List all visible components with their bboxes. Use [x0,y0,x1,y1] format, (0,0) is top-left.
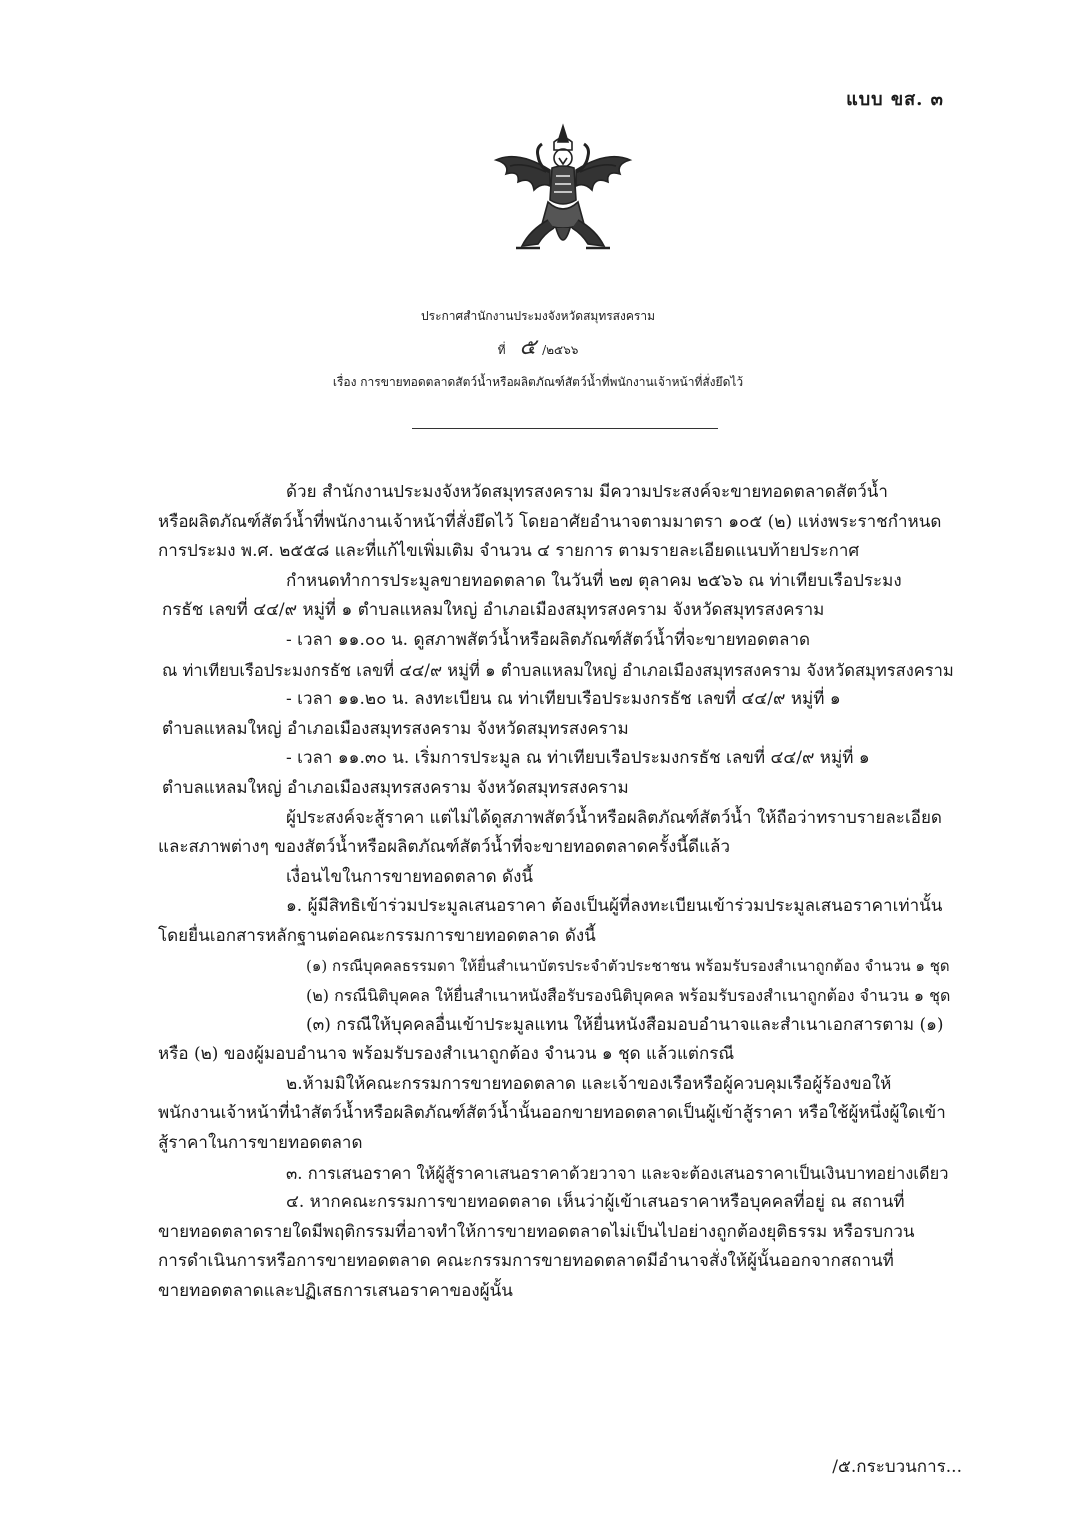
body-line: ตำบลแหลมใหญ่ อำเภอเมืองสมุทรสงคราม จังหวัดสมุทรสงคราม [162,777,629,798]
body-line: พนักงานเจ้าหน้าที่นำสัตว์น้ำหรือผลิตภัณฑ์สัตว์น้ำนั้นออกขายทอดตลาดเป็นผู้เข้าสู้ราคา หรือใช้ผู้หนึ่งผู้ใดเข้า [158,1103,946,1124]
announcement-subject: เรื่อง การขายทอดตลาดสัตว์น้ำหรือผลิตภัณฑ์สัตว์น้ำที่พนักงานเจ้าหน้าที่สั่งยึดไว้ [332,375,744,389]
body-line: การดำเนินการหรือการขายทอดตลาด คณะกรรมการขายทอดตลาดมีอำนาจสั่งให้ผู้นั้นออกจากสถานที่ [158,1251,894,1272]
garuda-emblem-icon [488,120,638,262]
body-line: และสภาพต่างๆ ของสัตว์น้ำหรือผลิตภัณฑ์สัตว์น้ำที่จะขายทอดตลาดครั้งนี้ดีแล้ว [158,837,731,858]
body-line: โดยยื่นเอกสารหลักฐานต่อคณะกรรมการขายทอดตลาด ดังนี้ [158,925,596,946]
body-line: - เวลา ๑๑.๒๐ น. ลงทะเบียน ณ ท่าเทียบเรือประมงกรธัช เลขที่ ๔๔/๙ หมู่ที่ ๑ [286,689,841,710]
body-line: ขายทอดตลาดรายใดมีพฤติกรรมที่อาจทำให้การขายทอดตลาดไม่เป็นไปอย่างถูกต้องยุติธรรม หรือรบกวน [158,1221,915,1242]
announcement-number [0,332,1076,366]
body-line: ขายทอดตลาดและปฏิเสธการเสนอราคาของผู้นั้น [158,1281,513,1302]
continuation-marker: /๕.กระบวนการ... [832,1457,962,1477]
body-line: ๒.ห้ามมิให้คณะกรรมการขายทอดตลาด และเจ้าของเรือหรือผู้ควบคุมเรือผู้ร้องขอให้ [286,1073,892,1094]
form-code: แบบ ขส. ๓ [846,89,944,110]
body-line: ๓. การเสนอราคา ให้ผู้สู้ราคาเสนอราคาด้วยวาจา และจะต้องเสนอราคาเป็นเงินบาทอย่างเดียว [286,1163,949,1183]
body-line: สู้ราคาในการขายทอดตลาด [158,1133,363,1154]
announcement-header [0,300,1076,398]
number-year: /๒๕๖๖ [542,343,579,357]
body-line: เงื่อนไขในการขายทอดตลาด ดังนี้ [286,866,533,887]
body-line: ณ ท่าเทียบเรือประมงกรธัช เลขที่ ๔๔/๙ หมู่ที่ ๑ ตำบลแหลมใหญ่ อำเภอเมืองสมุทรสงคราม จังหวัดสมุทรสงคราม [162,660,954,680]
body-line: (๑) กรณีบุคคลธรรมดา ให้ยื่นสำเนาบัตรประจำตัวประชาชน พร้อมรับรองสำเนาถูกต้อง จำนวน ๑ ชุด [306,956,950,975]
organization-title: ประกาศสำนักงานประมงจังหวัดสมุทรสงคราม [421,309,655,323]
body-line: - เวลา ๑๑.๓๐ น. เริ่มการประมูล ณ ท่าเทียบเรือประมงกรธัช เลขที่ ๔๔/๙ หมู่ที่ ๑ [286,748,870,769]
body-line: หรือผลิตภัณฑ์สัตว์น้ำที่พนักงานเจ้าหน้าที่สั่งยึดไว้ โดยอาศัยอำนาจตามมาตรา ๑๐๕ (๒) แห่งพระราชกำหนด [158,511,942,532]
body-line: ด้วย สำนักงานประมงจังหวัดสมุทรสงคราม มีความประสงค์จะขายทอดตลาดสัตว์น้ำ [286,482,888,502]
body-line: หรือ (๒) ของผู้มอบอำนาจ พร้อมรับรองสำเนาถูกต้อง จำนวน ๑ ชุด แล้วแต่กรณี [158,1044,735,1065]
handwritten-number: ๕ [519,335,537,360]
body-line: ตำบลแหลมใหญ่ อำเภอเมืองสมุทรสงคราม จังหวัดสมุทรสงคราม [162,718,629,739]
body-line: กำหนดทำการประมูลขายทอดตลาด ในวันที่ ๒๗ ตุลาคม ๒๕๖๖ ณ ท่าเทียบเรือประมง [286,570,902,591]
announcement-body [158,478,966,1307]
body-line: (๒) กรณีนิติบุคคล ให้ยื่นสำเนาหนังสือรับรองนิติบุคคล พร้อมรับรองสำเนาถูกต้อง จำนวน ๑ ชุด [306,986,951,1006]
number-prefix: ที่ [497,343,506,357]
header-divider [412,428,718,429]
body-line: กรธัช เลขที่ ๔๔/๙ หมู่ที่ ๑ ตำบลแหลมใหญ่ อำเภอเมืองสมุทรสงคราม จังหวัดสมุทรสงคราม [162,600,825,621]
body-line: ผู้ประสงค์จะสู้ราคา แต่ไม่ได้ดูสภาพสัตว์น้ำหรือผลิตภัณฑ์สัตว์น้ำ ให้ถือว่าทราบรายละเอียด [286,807,942,828]
body-line: ๑. ผู้มีสิทธิเข้าร่วมประมูลเสนอราคา ต้องเป็นผู้ที่ลงทะเบียนเข้าร่วมประมูลเสนอราคาเท่านั้น [286,896,943,917]
body-line: ๔. หากคณะกรรมการขายทอดตลาด เห็นว่าผู้เข้าเสนอราคาหรือบุคคลที่อยู่ ณ สถานที่ [286,1192,905,1213]
body-line: - เวลา ๑๑.๐๐ น. ดูสภาพสัตว์น้ำหรือผลิตภัณฑ์สัตว์น้ำที่จะขายทอดตลาด [286,629,811,650]
body-line: (๓) กรณีให้บุคคลอื่นเข้าประมูลแทน ให้ยื่นหนังสือมอบอำนาจและสำเนาเอกสารตาม (๑) [306,1014,944,1035]
body-line: การประมง พ.ศ. ๒๕๕๘ และที่แก้ไขเพิ่มเติม จำนวน ๔ รายการ ตามรายละเอียดแนบท้ายประกาศ [158,541,860,562]
